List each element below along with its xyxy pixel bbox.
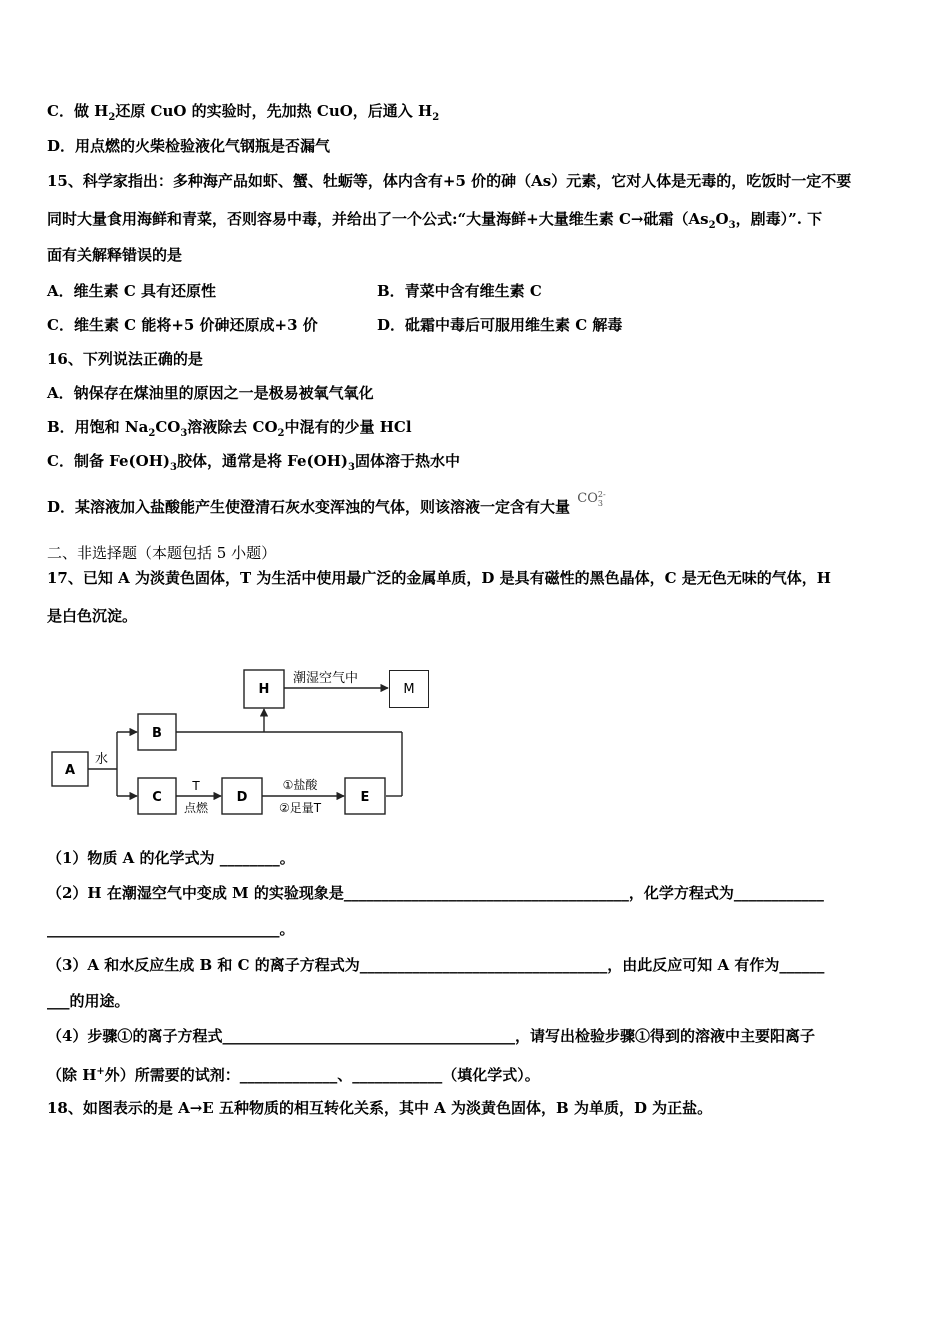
q17-part2-line1: （2）H 在潮湿空气中变成 M 的实验现象是______________________________________，化学方程式为____________ [47,884,824,902]
node-d-label: D [236,790,248,805]
label-t: T [192,779,200,793]
label-humid-air: 潮湿空气中 [293,671,359,686]
carbonate-ion: CO 2- 3 [577,489,606,508]
q16-option-d: D．某溶液加入盐酸能产生使澄清石灰水变浑浊的气体，则该溶液一定含有大量 CO 2- 3 [47,489,606,516]
label-ignite: 点燃 [183,801,209,815]
q17-part3-line2: ___的用途。 [47,992,130,1010]
q17-part4-line1: （4）步骤①的离子方程式_______________________________________，请写出检验步骤①得到的溶液中主要阳离子 [47,1027,815,1045]
q15-stem-line1: 15、科学家指出：多种海产品如虾、蟹、牡蛎等，体内含有+5 价的砷（As）元素，它对人体是无毒的，吃饭时一定不要 [47,172,852,190]
q16-option-c: C．制备 $Fe(OH)_3$胶体，通常是将 $Fe(OH)_3$固体溶于热水中 [47,452,460,473]
node-b-label: B [152,726,162,741]
q14-option-d: D．用点燃的火柴检验液化气钢瓶是否漏气 [47,137,331,155]
reaction-flow-diagram [47,660,407,830]
label-water: 水 [95,752,109,767]
q14-option-c: C．做 $H_2$还原 CuO 的实验时，先加热 CuO，后通入 $H_2$ [47,102,440,123]
q15-option-a: A．维生素 C 具有还原性 [47,282,217,300]
q15-option-d: D．砒霜中毒后可服用维生素 C 解毒 [377,316,623,334]
label-step1: ①盐酸 [282,778,318,792]
q15-stem-line2: 同时大量食用海鲜和青菜，否则容易中毒，并给出了一个公式:“大量海鲜+大量维生素 C→砒霜（$As_2O_3$，剧毒）”. 下 [47,210,823,231]
q16-option-a: A．钠保存在煤油里的原因之一是极易被氧气氧化 [47,384,374,402]
q18-stem: 18、如图表示的是 A→E 五种物质的相互转化关系，其中 A 为淡黄色固体，B 为单质，D 为正盐。 [47,1099,713,1117]
node-e-label: E [360,790,370,805]
q17-part1: （1）物质 A 的化学式为 ________。 [47,849,295,867]
q16-stem: 16、下列说法正确的是 [47,350,203,368]
node-h-label: H [258,682,270,697]
q15-option-b: B．青菜中含有维生素 C [377,282,542,300]
node-a-label: A [64,763,76,778]
section-title: 二、非选择题（本题包括 5 小题） [47,544,277,562]
q17-part3-line1: （3）A 和水反应生成 B 和 C 的离子方程式为_________________________________，由此反应可知 A 有作为______ [47,956,825,974]
q17-part4-line2: （除 H+外）所需要的试剂：_____________、____________（填化学式）。 [47,1066,540,1084]
label-step2: ②足量T [278,801,322,815]
node-c-label: C [152,790,162,805]
node-m-label: M [403,681,415,697]
q17-stem-line2: 是白色沉淀。 [47,607,138,625]
q17-part2-line2: _______________________________。 [47,920,295,938]
q15-stem-line3: 面有关解释错误的是 [47,246,183,264]
q17-stem-line1: 17、已知 A 为淡黄色固体，T 为生活中使用最广泛的金属单质，D 是具有磁性的黑色晶体，C 是无色无味的气体，H [47,569,831,587]
node-m-box [389,670,429,708]
q16-option-b: B．用饱和 $Na_2CO_3$溶液除去 $CO_2$中混有的少量 HCl [47,418,412,439]
q15-option-c: C．维生素 C 能将+5 价砷还原成+3 价 [47,316,318,334]
